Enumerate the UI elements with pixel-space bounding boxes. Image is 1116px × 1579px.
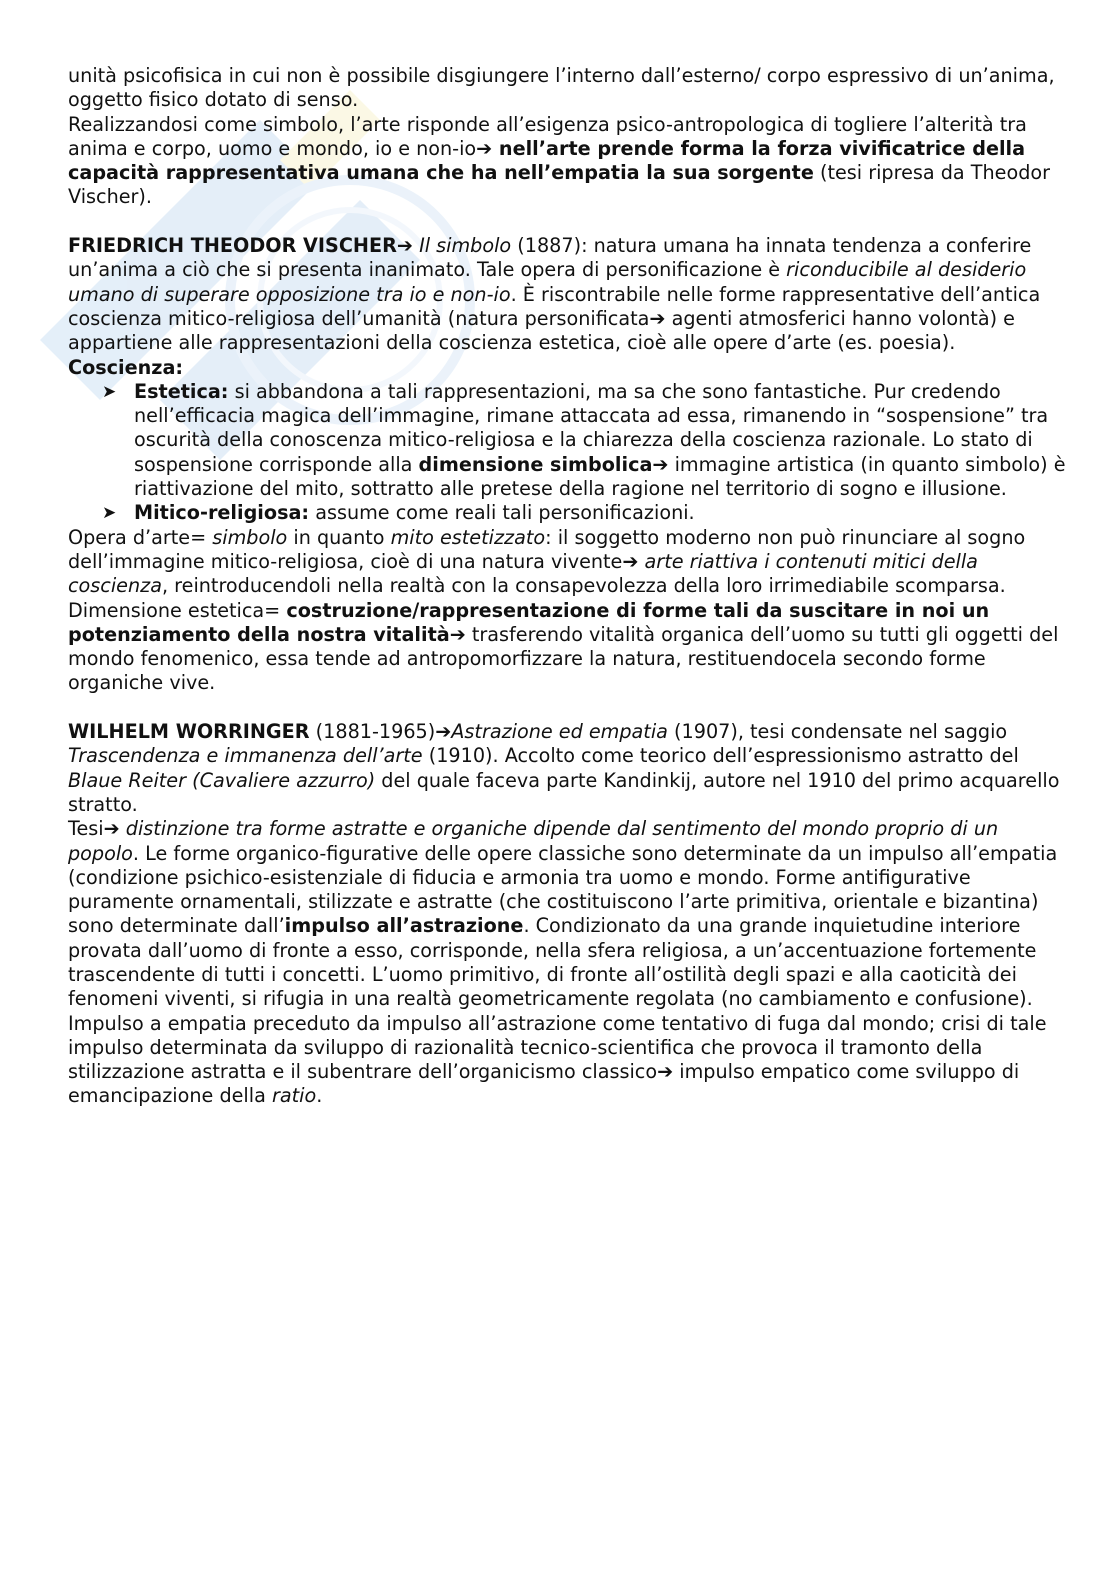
- bullet-estetica: ➤ Estetica: si abbandona a tali rappresentazioni, ma sa che sono fantastiche. Pur credendo nell’efficacia magica dell’immagine, rimane attaccata ad essa, rimanendo in “sospensione” tra oscurità della conoscenza mitico-religiosa e la chiarezza della coscienza razionale. Lo stato di sospensione corrisponde alla dimensione simbolica➔ immagine artistica (in quanto simbolo) è riattivazione del mito, sottratto alle pretese della ragione nel territorio di sogno e illusione.: [102, 379, 1066, 501]
- document-page: [68, 64, 1068, 1109]
- author-heading-vischer: FRIEDRICH THEODOR VISCHER: [68, 234, 397, 258]
- arrow-icon: ➔: [649, 306, 666, 330]
- worringer-paragraph: WILHELM WORRINGER (1881-1965)➔Astrazione ed empatia (1907), tesi condensate nel saggio Trascendenza e immanenza dell’arte (1910). Accolto come teorico dell’espressionismo astratto del Blaue Reiter (Cavaliere azzurro) del quale faceva parte Kandinkij, autore nel 1910 del primo acquarello stratto.: [68, 720, 1060, 816]
- bullet-arrow-icon: ➤: [102, 381, 117, 402]
- bullet-mitico-religiosa: ➤ Mitico-religiosa: assume come reali tali personificazioni.: [102, 501, 695, 525]
- intro-paragraph-2: Realizzandosi come simbolo, l’arte risponde all’esigenza psico-antropologica di togliere l’alterità tra anima e corpo, uomo e mondo, io e non-io➔ nell’arte prende forma la forza vivificatrice della capacità rappresentativa umana che ha nell’empatia la sua sorgente (tesi ripresa da Theodor Vischer).: [68, 112, 1051, 209]
- opera-arte-paragraph: Opera d’arte= simbolo in quanto mito estetizzato: il soggetto moderno non può rinunciare al sogno dell’immagine mitico-religiosa, cioè di una natura vivente➔ arte riattiva i contenuti mitici della coscienza, reintroducendoli nella realtà con la consapevolezza della loro irrimediabile scomparsa.: [68, 525, 1026, 598]
- author-heading-worringer: WILHELM WORRINGER: [68, 720, 310, 744]
- arrow-icon: ➔: [476, 136, 493, 160]
- vischer-paragraph: FRIEDRICH THEODOR VISCHER➔ Il simbolo (1887): natura umana ha innata tendenza a conferire un’anima a ciò che si presenta inanimato. Tale opera di personificazione è riconducibile al desiderio umano di superare opposizione tra io e non-io. È riscontrabile nelle forme rappresentative dell’antica coscienza mitico-religiosa dell’umanità (natura personificata➔ agenti atmosferici hanno volontà) e appartiene alle rappresentazioni della coscienza estetica, cioè alle opere d’arte (es. poesia).: [68, 234, 1041, 355]
- arrow-icon: ➔: [396, 234, 413, 258]
- dimensione-estetica-paragraph: Dimensione estetica= costruzione/rappresentazione di forme tali da suscitare in noi un potenziamento della nostra vitalità➔ trasferendo vitalità organica dell’uomo su tutti gli oggetti del mondo fenomenico, essa tende ad antropomorfizzare la natura, restituendocela secondo forme organiche vive.: [68, 598, 1059, 695]
- coscienza-heading: Coscienza:: [68, 355, 184, 379]
- arrow-icon: ➔: [449, 622, 466, 646]
- arrow-icon: ➔: [435, 720, 452, 744]
- arrow-icon: ➔: [622, 549, 639, 573]
- intro-paragraph-1: unità psicofisica in cui non è possibile disgiungere l’interno dall’esterno/ corpo espressivo di un’anima, oggetto fisico dotato di senso.: [68, 64, 1055, 112]
- arrow-icon: ➔: [103, 817, 120, 841]
- bullet-arrow-icon: ➤: [102, 503, 117, 524]
- arrow-icon: ➔: [652, 452, 669, 476]
- arrow-icon: ➔: [657, 1060, 674, 1084]
- tesi-paragraph: Tesi➔ distinzione tra forme astratte e organiche dipende dal sentimento del mondo proprio di un popolo. Le forme organico-figurative delle opere classiche sono determinate da un impulso all’empatia (condizione psichico-esistenziale di fiducia e armonia tra uomo e mondo. Forme antifigurative puramente ornamentali, stilizzate e astratte (che costituiscono l’arte primitiva, orientale e bizantina) sono determinate dall’impulso all’astrazione. Condizionato da una grande inquietudine interiore provata dall’uomo di fronte a esso, corrisponde, nella sfera religiosa, a un’accentuazione fortemente trascendente di tutti i concetti. L’uomo primitivo, di fronte all’ostilità degli spazi e alla caoticità dei fenomeni viventi, si rifugia in una realtà geometricamente regolata (no cambiamento e confusione).: [68, 817, 1058, 1011]
- impulso-paragraph: Impulso a empatia preceduto da impulso all’astrazione come tentativo di fuga dal mondo; crisi di tale impulso determinata da sviluppo di razionalità tecnico-scientifica che provoca il tramonto della stilizzazione astratta e il subentrare dell’organicismo classico➔ impulso empatico come sviluppo di emancipazione della ratio.: [68, 1011, 1047, 1108]
